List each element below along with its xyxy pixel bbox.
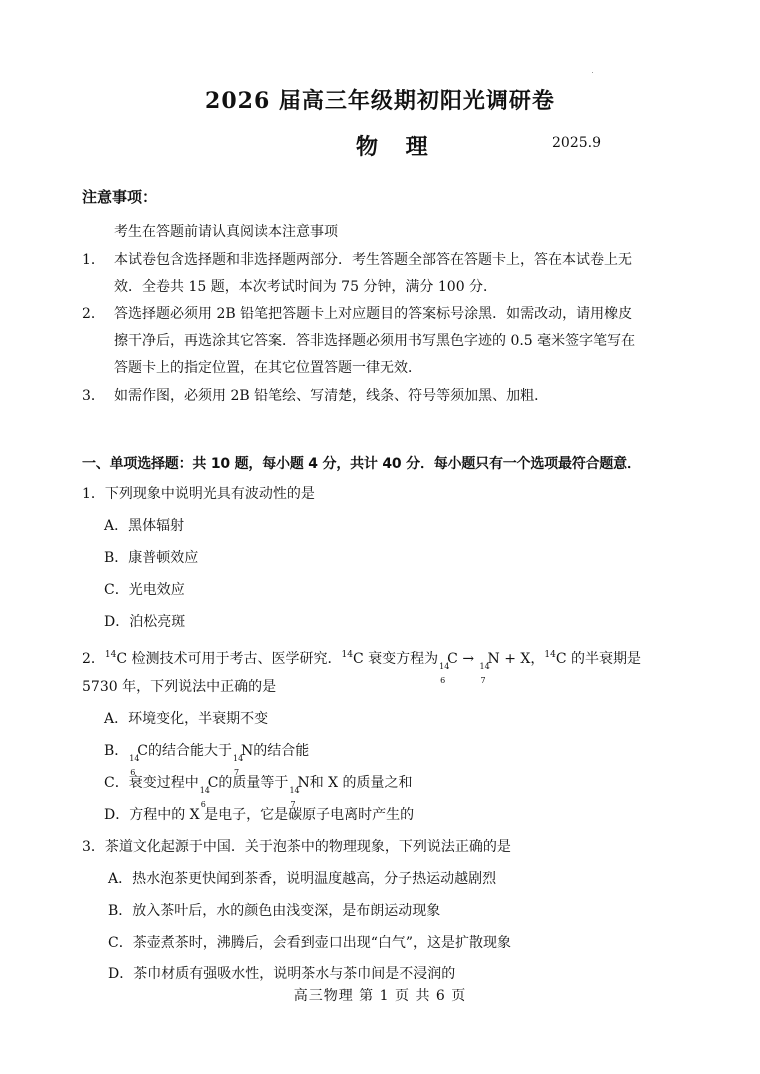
stem-text: C 衰变方程为 bbox=[353, 651, 439, 667]
question-number: 2． bbox=[82, 651, 105, 667]
question-option: B．康普顿效应 bbox=[104, 550, 199, 566]
notice-item-line: 如需作图，必须用 2B 铅笔绘、写清楚，线条、符号等须加黑、加粗． bbox=[114, 388, 549, 404]
question-option: C．茶壶煮茶时，沸腾后，会看到壶口出现“白气”，这是扩散现象 bbox=[108, 935, 512, 951]
question-stem-line: 5730 年，下列说法中正确的是 bbox=[82, 679, 277, 695]
question-option: D．方程中的 X 是电子，它是碳原子电离时产生的 bbox=[104, 807, 415, 823]
question-option: B．放入茶叶后，水的颜色由浅变深，是布朗运动现象 bbox=[108, 903, 441, 919]
question-option: A．黑体辐射 bbox=[104, 518, 185, 534]
question-stem: 1．下列现象中说明光具有波动性的是 bbox=[82, 486, 315, 502]
question-option: A．环境变化，半衰期不变 bbox=[104, 711, 269, 727]
stem-text: C 的半衰期是 bbox=[555, 651, 641, 667]
stem-text: C 检测技术可用于考古、医学研究． bbox=[116, 651, 342, 667]
question-stem: 2．$^{14}$C 检测技术可用于考古、医学研究．$^{14}$C 衰变方程为 14 6 C → 14 7 N + X，$^{14}$C 的半衰期是 bbox=[82, 650, 641, 685]
mass-number: 14 bbox=[341, 650, 353, 660]
question-option: B． 14 6 C的结合能大于 14 7 N的结合能 bbox=[104, 743, 310, 777]
exam-date: 2025.9 bbox=[552, 135, 601, 151]
question-option: C．光电效应 bbox=[104, 582, 185, 598]
notice-item-line: 答选择题必须用 2B 铅笔把答题卡上对应题目的答案标号涂黑．如需改动，请用橡皮 bbox=[114, 306, 633, 322]
notice-item-number: 3． bbox=[82, 388, 105, 404]
scan-dot bbox=[592, 72, 593, 73]
question-option: D．茶巾材质有强吸水性，说明茶水与茶巾间是不浸润的 bbox=[108, 966, 456, 982]
equation-text: N + X， bbox=[487, 651, 545, 667]
notice-title: 注意事项： bbox=[82, 188, 158, 206]
notice-item-line: 效．全卷共 15 题，本次考试时间为 75 分钟，满分 100 分． bbox=[114, 279, 498, 295]
notice-item-line: 本试卷包含选择题和非选择题两部分．考生答题全部答在答题卡上，答在本试卷上无 bbox=[114, 252, 632, 268]
page-footer: 高三物理 第 1 页 共 6 页 bbox=[293, 988, 467, 1004]
notice-item-number: 2． bbox=[82, 306, 105, 322]
exam-title: 2026 届高三年级期初阳光调研卷 bbox=[205, 88, 555, 114]
mass-number: 14 bbox=[104, 650, 117, 660]
notice-item-line: 擦干净后，再选涂其它答案．答非选择题必须用书写黑色字迹的 0.5 毫米签字笔写在 bbox=[114, 333, 636, 349]
question-stem: 3．茶道文化起源于中国．关于泡茶中的物理现象，下列说法正确的是 bbox=[82, 839, 511, 855]
section-heading: 一、单项选择题：共 10 题，每小题 4 分，共计 40 分．每小题只有一个选项最符合题意． bbox=[82, 456, 641, 472]
question-option: A．热水泡茶更快闻到茶香，说明温度越高，分子热运动越剧烈 bbox=[108, 871, 497, 887]
notice-item-line: 答题卡上的指定位置，在其它位置答题一律无效． bbox=[114, 360, 422, 376]
mass-number: 14 bbox=[544, 650, 556, 660]
exam-subject: 物 理 bbox=[356, 134, 438, 160]
equation-text: C → bbox=[447, 651, 479, 667]
question-option: C．衰变过程中 14 6 C的质量等于 14 7 N和 X 的质量之和 bbox=[104, 775, 413, 809]
notice-intro: 考生在答题前请认真阅读本注意事项 bbox=[114, 224, 338, 240]
notice-item-number: 1． bbox=[82, 252, 105, 268]
question-option: D．泊松亮斑 bbox=[104, 614, 186, 630]
